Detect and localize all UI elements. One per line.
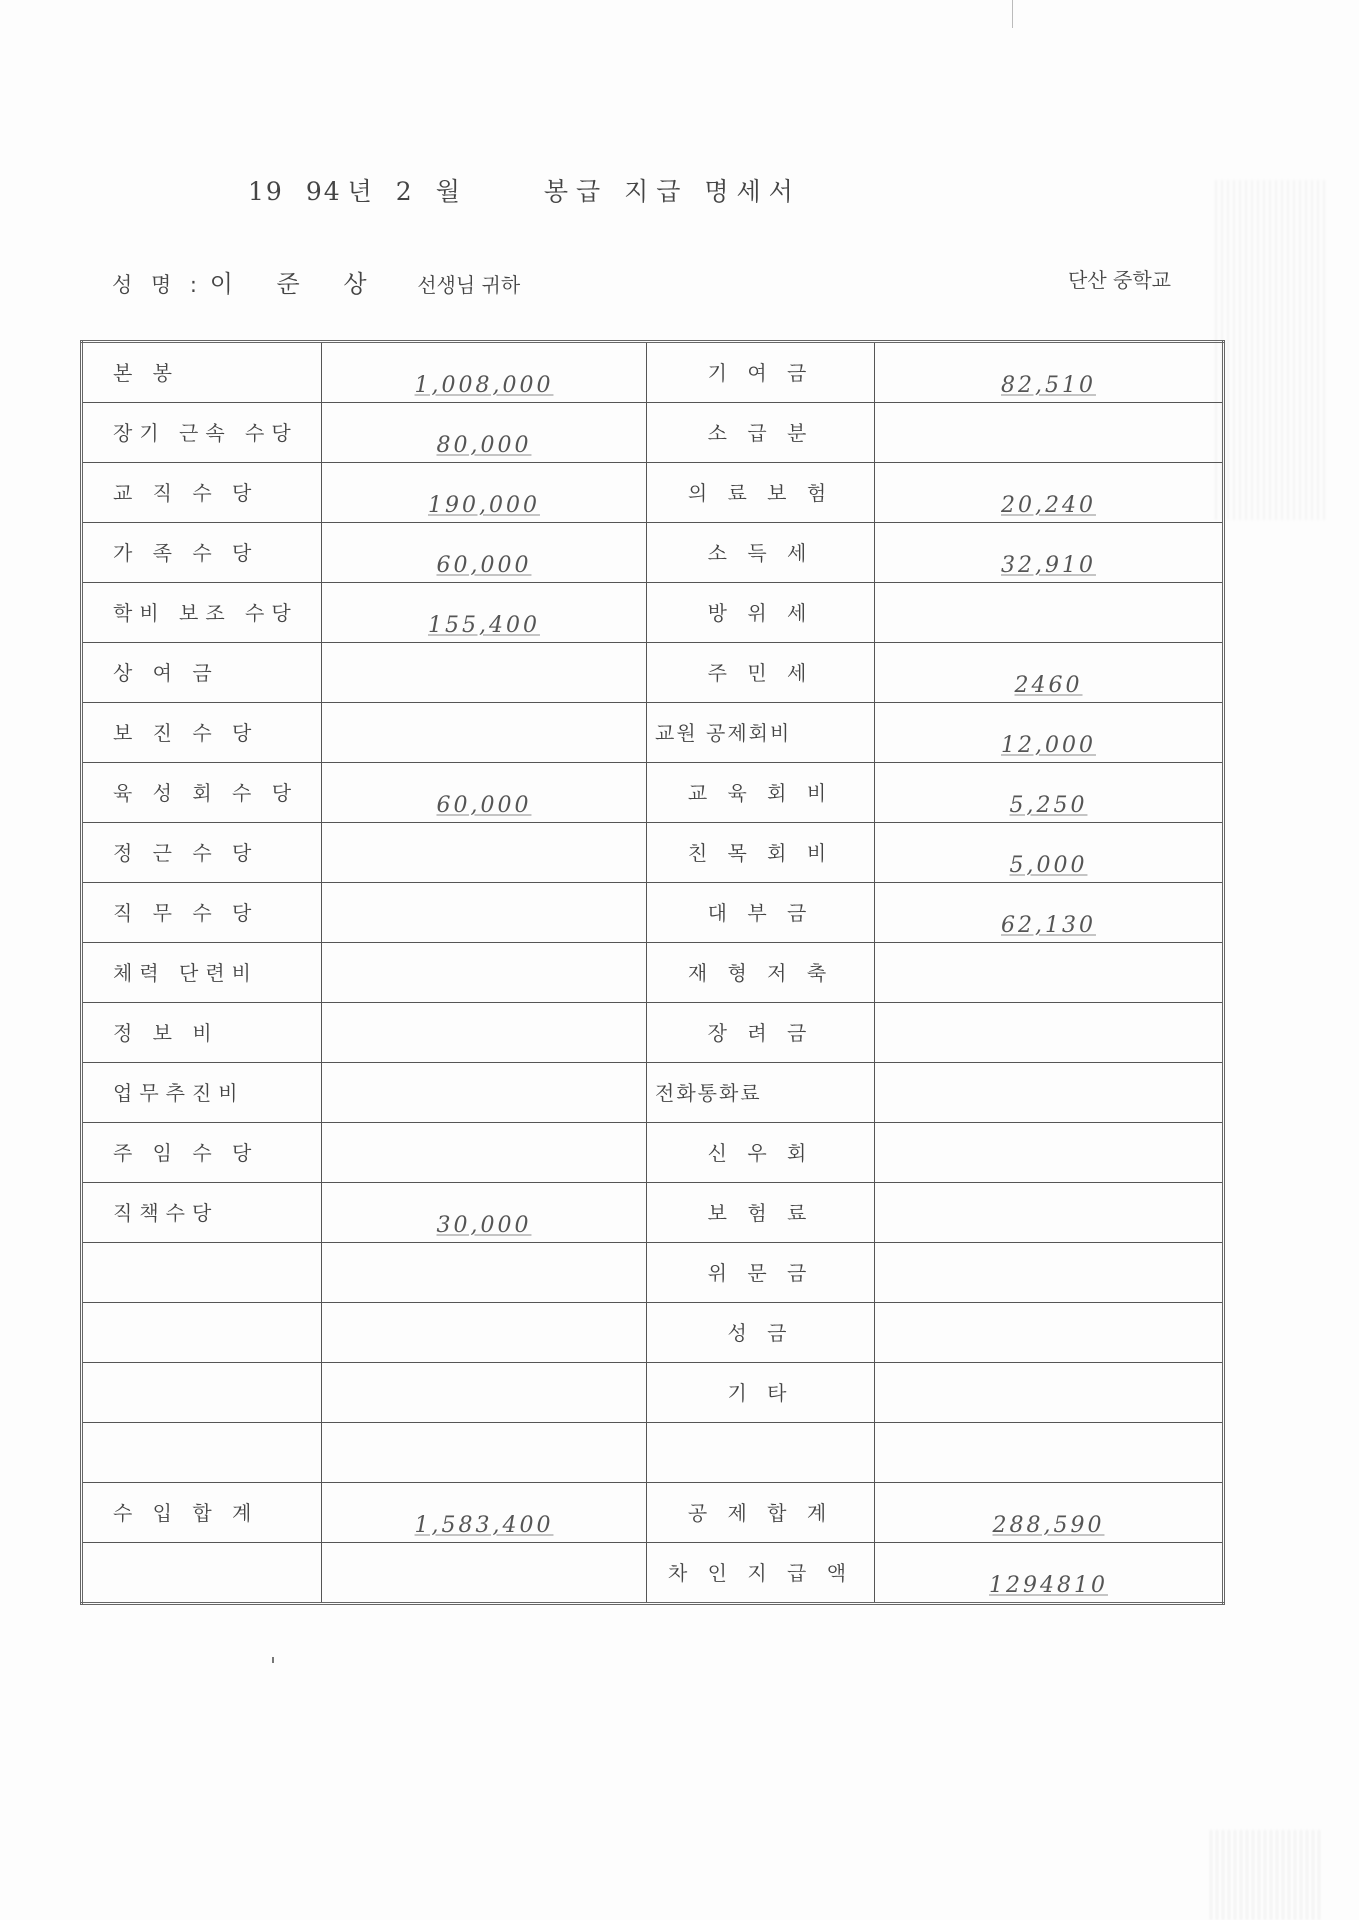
deduction-label-cell	[647, 1303, 875, 1363]
scan-noise	[1210, 1830, 1320, 1920]
table-row	[82, 703, 1224, 763]
payslip-table	[80, 340, 1225, 1605]
table-row	[82, 1423, 1224, 1483]
item-label: 직책수당	[113, 1201, 219, 1225]
deduction-label-cell	[647, 583, 875, 643]
table-row	[82, 823, 1224, 883]
table-row	[82, 943, 1224, 1003]
income-value-cell	[322, 342, 647, 403]
income-value-cell	[322, 1423, 647, 1483]
handwritten-amount: 5,250	[1009, 793, 1088, 818]
income-label-cell	[82, 1183, 322, 1243]
deduction-value-cell	[875, 643, 1224, 703]
handwritten-amount: 288,590	[992, 1513, 1105, 1538]
income-label-cell	[82, 943, 322, 1003]
deduction-label-cell	[647, 1243, 875, 1303]
income-value-cell	[322, 523, 647, 583]
item-label: 교 육 회 비	[687, 781, 834, 805]
deduction-label-cell	[647, 883, 875, 943]
table-row	[82, 1003, 1224, 1063]
table-row	[82, 1543, 1224, 1604]
item-label: 대 부 금	[707, 901, 814, 925]
income-value-cell	[322, 943, 647, 1003]
handwritten-amount: 62,130	[1001, 913, 1096, 938]
table-row	[82, 1183, 1224, 1243]
deduction-value-cell	[875, 523, 1224, 583]
deduction-value-cell	[875, 703, 1224, 763]
deduction-label-cell	[647, 1183, 875, 1243]
income-value-cell	[322, 1243, 647, 1303]
deduction-value-cell	[875, 1003, 1224, 1063]
recipient-honorific: 선생님 귀하	[417, 273, 521, 297]
item-label: 교 직 수 당	[113, 481, 259, 505]
handwritten-amount: 2460	[1014, 673, 1083, 698]
income-value-cell	[322, 1543, 647, 1604]
table-row	[82, 763, 1224, 823]
income-label-cell	[82, 1243, 322, 1303]
income-label-cell	[82, 1543, 322, 1604]
scan-speck	[272, 1657, 274, 1663]
income-label-cell	[82, 1063, 322, 1123]
table-row	[82, 342, 1224, 403]
item-label: 상 여 금	[113, 661, 219, 685]
income-label-cell	[82, 403, 322, 463]
item-label: 보 험 료	[707, 1201, 814, 1225]
income-label-cell	[82, 463, 322, 523]
deduction-label-cell	[647, 1123, 875, 1183]
handwritten-amount: 60,000	[436, 553, 532, 578]
deduction-value-cell	[875, 1363, 1224, 1423]
item-label: 업무추진비	[113, 1081, 245, 1105]
income-label-cell	[82, 1363, 322, 1423]
income-value-cell	[322, 403, 647, 463]
item-label: 전화통화료	[655, 1081, 762, 1105]
item-label: 신 우 회	[707, 1141, 814, 1165]
table-row	[82, 523, 1224, 583]
table-row	[82, 463, 1224, 523]
item-label: 정 보 비	[113, 1021, 219, 1045]
income-label-cell	[82, 1003, 322, 1063]
item-label: 본 봉	[113, 361, 179, 385]
page-title	[248, 172, 823, 208]
handwritten-amount: 82,510	[1001, 373, 1096, 398]
item-label: 직 무 수 당	[113, 901, 259, 925]
income-label-cell	[82, 823, 322, 883]
item-label: 위 문 금	[707, 1261, 814, 1285]
income-value-cell	[322, 763, 647, 823]
title-month: 2	[395, 177, 414, 206]
income-label-cell	[82, 703, 322, 763]
income-value-cell	[322, 1003, 647, 1063]
item-label: 체력 단련비	[113, 961, 258, 985]
title-month-unit: 월	[435, 177, 462, 206]
item-label: 공 제 합 계	[687, 1501, 834, 1525]
table-row	[82, 1303, 1224, 1363]
deduction-label-cell	[647, 342, 875, 403]
item-label: 소 득 세	[707, 541, 814, 565]
item-label: 차 인 지 급 액	[667, 1561, 854, 1585]
income-label-cell	[82, 342, 322, 403]
handwritten-amount: 32,910	[1001, 553, 1096, 578]
item-label: 장기 근속 수당	[113, 421, 298, 445]
handwritten-amount: 60,000	[436, 793, 532, 818]
scan-mark	[1012, 0, 1013, 28]
table-row	[82, 583, 1224, 643]
income-label-cell	[82, 583, 322, 643]
deduction-label-cell	[647, 763, 875, 823]
deduction-value-cell	[875, 1183, 1224, 1243]
deduction-value-cell	[875, 463, 1224, 523]
item-label: 성 금	[727, 1321, 794, 1345]
deduction-value-cell	[875, 583, 1224, 643]
deduction-label-cell	[647, 823, 875, 883]
deduction-label-cell	[647, 1483, 875, 1543]
item-label: 학비 보조 수당	[113, 601, 298, 625]
item-label: 교원 공제회비	[655, 721, 792, 745]
item-label: 보 진 수 당	[113, 721, 259, 745]
income-value-cell	[322, 1123, 647, 1183]
income-label-cell	[82, 643, 322, 703]
deduction-value-cell	[875, 1423, 1224, 1483]
deduction-value-cell	[875, 943, 1224, 1003]
table-row	[82, 1483, 1224, 1543]
item-label: 친 목 회 비	[687, 841, 834, 865]
income-value-cell	[322, 1303, 647, 1363]
table-row	[82, 1243, 1224, 1303]
income-label-cell	[82, 523, 322, 583]
scan-noise	[1215, 180, 1325, 520]
deduction-value-cell	[875, 883, 1224, 943]
deduction-value-cell	[875, 1123, 1224, 1183]
table-row	[82, 403, 1224, 463]
table-row	[82, 1063, 1224, 1123]
income-value-cell	[322, 1363, 647, 1423]
income-label-cell	[82, 1423, 322, 1483]
deduction-label-cell	[647, 403, 875, 463]
income-label-cell	[82, 1483, 322, 1543]
deduction-label-cell	[647, 1363, 875, 1423]
deduction-label-cell	[647, 1063, 875, 1123]
income-value-cell	[322, 1483, 647, 1543]
item-label: 기 타	[727, 1381, 794, 1405]
name-label: 성 명 :	[112, 273, 203, 297]
handwritten-amount: 80,000	[436, 433, 532, 458]
item-label: 방 위 세	[707, 601, 814, 625]
item-label: 수 입 합 계	[113, 1501, 259, 1525]
item-label: 장 려 금	[707, 1021, 814, 1045]
deduction-label-cell	[647, 1543, 875, 1604]
item-label: 재 형 저 축	[687, 961, 834, 985]
income-value-cell	[322, 463, 647, 523]
title-document-name: 봉급 지급 명세서	[543, 177, 801, 206]
handwritten-amount: 1294810	[989, 1573, 1108, 1598]
handwritten-amount: 1,008,000	[414, 373, 554, 398]
deduction-value-cell	[875, 342, 1224, 403]
handwritten-amount: 20,240	[1001, 493, 1096, 518]
deduction-label-cell	[647, 463, 875, 523]
income-label-cell	[82, 763, 322, 823]
deduction-value-cell	[875, 763, 1224, 823]
table-row	[82, 1123, 1224, 1183]
income-label-cell	[82, 883, 322, 943]
deduction-label-cell	[647, 643, 875, 703]
deduction-label-cell	[647, 943, 875, 1003]
income-value-cell	[322, 583, 647, 643]
deduction-value-cell	[875, 1303, 1224, 1363]
item-label: 육 성 회 수 당	[113, 781, 299, 805]
income-value-cell	[322, 703, 647, 763]
deduction-value-cell	[875, 823, 1224, 883]
income-value-cell	[322, 823, 647, 883]
income-value-cell	[322, 1063, 647, 1123]
deduction-value-cell	[875, 403, 1224, 463]
item-label: 의 료 보 험	[687, 481, 834, 505]
handwritten-amount: 12,000	[1001, 733, 1096, 758]
item-label: 기 여 금	[707, 361, 814, 385]
deduction-value-cell	[875, 1483, 1224, 1543]
deduction-label-cell	[647, 703, 875, 763]
handwritten-amount: 190,000	[428, 493, 540, 518]
item-label: 정 근 수 당	[113, 841, 259, 865]
school-name: 단산 중학교	[1068, 268, 1171, 292]
income-label-cell	[82, 1303, 322, 1363]
table-row	[82, 643, 1224, 703]
deduction-label-cell	[647, 523, 875, 583]
item-label: 주 민 세	[707, 661, 814, 685]
handwritten-amount: 30,000	[436, 1213, 532, 1238]
recipient-name: 이 준 상	[209, 270, 385, 298]
deduction-value-cell	[875, 1063, 1224, 1123]
handwritten-amount: 5,000	[1009, 853, 1088, 878]
income-value-cell	[322, 643, 647, 703]
deduction-label-cell	[647, 1003, 875, 1063]
table-row	[82, 883, 1224, 943]
income-label-cell	[82, 1123, 322, 1183]
title-century: 19	[248, 177, 284, 206]
item-label: 소 급 분	[707, 421, 814, 445]
title-year: 94	[305, 177, 342, 206]
income-value-cell	[322, 883, 647, 943]
handwritten-amount: 155,400	[428, 613, 540, 638]
deduction-value-cell	[875, 1243, 1224, 1303]
handwritten-amount: 1,583,400	[414, 1513, 554, 1538]
table-row	[82, 1363, 1224, 1423]
item-label: 주 임 수 당	[113, 1141, 259, 1165]
income-value-cell	[322, 1183, 647, 1243]
title-year-unit: 년	[347, 177, 374, 206]
deduction-value-cell	[875, 1543, 1224, 1604]
item-label: 가 족 수 당	[113, 541, 259, 565]
deduction-label-cell	[647, 1423, 875, 1483]
recipient-line	[112, 264, 520, 299]
payslip-table-body	[82, 342, 1224, 1604]
